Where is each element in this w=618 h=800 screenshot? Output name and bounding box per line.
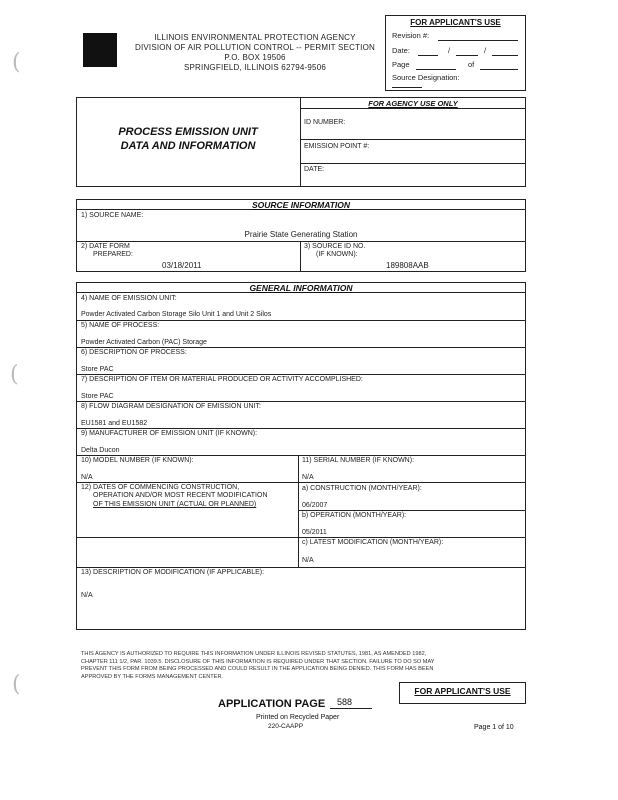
q13-value[interactable]: N/A (81, 592, 93, 599)
revision-label: Revision #: (392, 31, 430, 40)
q10-label: 10) MODEL NUMBER (IF KNOWN): (81, 457, 194, 464)
notice-line: APPROVED BY THE FORMS MANAGEMENT CENTER. (81, 673, 224, 680)
form-title-line: DATA AND INFORMATION (120, 140, 256, 152)
q7-value[interactable]: Store PAC (81, 393, 114, 400)
source-designation-field[interactable] (392, 87, 422, 88)
q12b-value[interactable]: 05/2011 (302, 529, 327, 536)
application-page-number: 588 (337, 697, 353, 707)
divider (76, 320, 526, 321)
divider (76, 241, 526, 242)
divider (76, 567, 526, 568)
q11-value[interactable]: N/A (302, 474, 314, 481)
punch-hole-mark: ( (10, 362, 19, 387)
date-prepared-label: PREPARED: (93, 251, 133, 258)
divider (300, 163, 526, 164)
punch-hole-mark: ( (12, 50, 21, 75)
divider (300, 139, 526, 140)
divider (76, 428, 526, 429)
application-page-label: APPLICATION PAGE (218, 698, 326, 710)
divider (76, 455, 526, 456)
q10-value[interactable]: N/A (81, 474, 93, 481)
q11-label: 11) SERIAL NUMBER (IF KNOWN): (302, 457, 415, 464)
page-count: Page 1 of 10 (474, 724, 514, 731)
agency-po-box: P.O. BOX 19506 (224, 53, 286, 62)
divider (300, 97, 301, 187)
notice-line: THIS AGENCY IS AUTHORIZED TO REQUIRE THIS INFORMATION UNDER ILLINOIS REVISED STATUTES, 1981, AS AMENDED 1982, (81, 651, 427, 657)
q6-value[interactable]: Store PAC (81, 366, 114, 373)
agency-name: ILLINOIS ENVIRONMENTAL PROTECTION AGENCY (154, 33, 356, 42)
agency-use-header: FOR AGENCY USE ONLY (368, 99, 458, 108)
q12-label: OF THIS EMISSION UNIT (ACTUAL OR PLANNED) (93, 501, 257, 508)
application-page-underline (330, 708, 372, 709)
divider (76, 347, 526, 348)
applicant-use-box (385, 15, 526, 91)
general-info-section (76, 282, 526, 630)
notice-line: PREVENT THIS FORM FROM BEING PROCESSED AND COULD RESULT IN THE APPLICATION BEING DENIED. THIS FORM HAS BEEN (81, 666, 434, 672)
q9-value[interactable]: Delta Ducon (81, 447, 120, 454)
footer-applicant-box (399, 682, 526, 704)
agency-division: DIVISION OF AIR POLLUTION CONTROL -- PERMIT SECTION (134, 43, 375, 52)
q4-label: 4) NAME OF EMISSION UNIT: (81, 295, 177, 302)
q12c-label: c) LATEST MODIFICATION (MONTH/YEAR): (302, 539, 444, 546)
q4-value[interactable]: Powder Activated Carbon Storage Silo Unit 1 and Unit 2 Silos (81, 311, 272, 318)
divider (298, 537, 526, 538)
form-title-line: PROCESS EMISSION UNIT (118, 126, 258, 138)
q12-label: OPERATION AND/OR MOST RECENT MODIFICATION (93, 492, 268, 499)
divider (300, 241, 301, 272)
id-number-label: ID NUMBER: (304, 119, 346, 126)
q12a-label: a) CONSTRUCTION (MONTH/YEAR): (302, 485, 422, 492)
source-name-value[interactable]: Prairie State Generating Station (244, 230, 358, 239)
q12-label: 12) DATES OF COMMENCING CONSTRUCTION, (81, 484, 240, 491)
date-separator: / (448, 46, 451, 55)
form-code: 220-CAAPP (268, 723, 304, 730)
q12a-value[interactable]: 06/2007 (302, 502, 328, 509)
source-id-value[interactable]: 189808AAB (386, 261, 429, 270)
source-id-label: (IF KNOWN): (316, 251, 358, 258)
divider (298, 455, 299, 567)
q9-label: 9) MANUFACTURER OF EMISSION UNIT (IF KNOWN): (81, 430, 258, 437)
applicant-box-title: FOR APPLICANT'S USE (410, 18, 501, 27)
agency-logo (83, 33, 117, 67)
date-prepared-value[interactable]: 03/18/2011 (162, 261, 202, 270)
date-day-field[interactable] (456, 55, 478, 56)
q13-label: 13) DESCRIPTION OF MODIFICATION (IF APPLICABLE): (81, 569, 265, 576)
page-of-label: of (468, 60, 475, 69)
agency-date-label: DATE: (304, 166, 325, 173)
divider (76, 374, 526, 375)
date-separator: / (484, 46, 487, 55)
date-label: Date: (392, 46, 410, 55)
form-title (76, 126, 300, 152)
source-info-header: SOURCE INFORMATION (251, 200, 351, 210)
footer-applicant-title: FOR APPLICANT'S USE (414, 686, 511, 696)
divider (298, 510, 526, 511)
page-total-field[interactable] (480, 69, 518, 70)
q5-value[interactable]: Powder Activated Carbon (PAC) Storage (81, 339, 207, 346)
revision-field[interactable] (438, 40, 518, 41)
agency-city: SPRINGFIELD, ILLINOIS 62794-9506 (183, 63, 327, 72)
source-name-label: 1) SOURCE NAME: (81, 212, 144, 219)
q8-value[interactable]: EU1581 and EU1582 (81, 420, 148, 427)
punch-hole-mark: ( (12, 672, 21, 697)
divider (76, 537, 298, 538)
emission-point-label: EMISSION POINT #: (304, 143, 370, 150)
q12b-label: b) OPERATION (MONTH/YEAR): (302, 512, 407, 519)
q8-label: 8) FLOW DIAGRAM DESIGNATION OF EMISSION UNIT: (81, 403, 261, 410)
authorization-notice (81, 651, 526, 681)
page-field[interactable] (416, 69, 456, 70)
general-info-header: GENERAL INFORMATION (249, 283, 353, 293)
date-year-field[interactable] (492, 55, 518, 56)
q12c-value[interactable]: N/A (302, 557, 314, 564)
agency-header (120, 33, 390, 73)
notice-line: CHAPTER 111 1/2, PAR. 1039.5. DISCLOSURE OF THIS INFORMATION IS REQUIRED UNDER THAT SECTION. FAILURE TO DO SO MAY (81, 658, 435, 665)
divider (300, 108, 526, 109)
recycled-paper-note: Printed on Recycled Paper (256, 714, 340, 721)
page-label: Page (392, 60, 410, 69)
q6-label: 6) DESCRIPTION OF PROCESS: (81, 349, 187, 356)
divider (76, 401, 526, 402)
q5-label: 5) NAME OF PROCESS: (81, 322, 160, 329)
date-month-field[interactable] (418, 55, 438, 56)
source-designation-label: Source Designation: (392, 73, 460, 82)
date-prepared-label: 2) DATE FORM (81, 243, 130, 250)
q7-label: 7) DESCRIPTION OF ITEM OR MATERIAL PRODUCED OR ACTIVITY ACCOMPLISHED: (81, 376, 363, 383)
source-id-label: 3) SOURCE ID NO. (304, 243, 366, 250)
divider (76, 482, 526, 483)
